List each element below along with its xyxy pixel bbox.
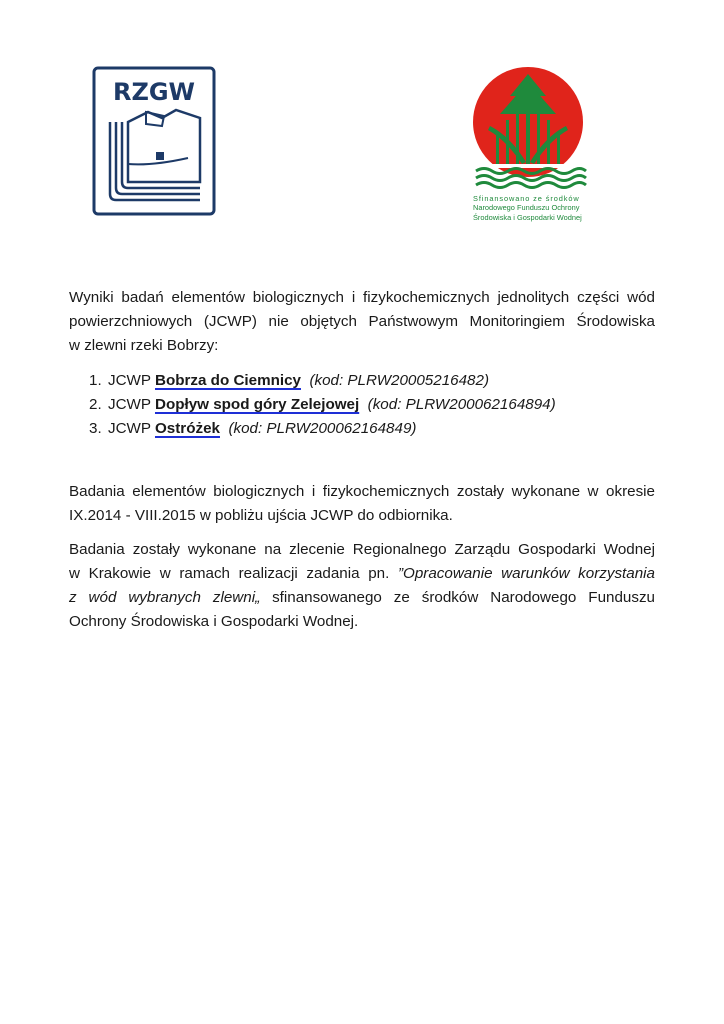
rzgw-logo-text: RZGW bbox=[112, 78, 196, 106]
funding-line: Badania zostały wykonane na zlecenie Regionalnego Zarządu Gospodarki Wodnej bbox=[69, 541, 655, 558]
list-number: 1. bbox=[89, 372, 102, 389]
nfosigw-logo bbox=[470, 66, 600, 230]
jcwp-list bbox=[69, 369, 655, 441]
document-body bbox=[69, 286, 655, 634]
intro-line: w zlewni rzeki Bobrzy: bbox=[69, 337, 219, 354]
jcwp-name-link[interactable]: Dopływ spod góry Zelejowej bbox=[154, 396, 360, 413]
funding-text: sfinansowanego ze środków Narodowego Funduszu bbox=[260, 589, 655, 606]
funding-paragraph bbox=[69, 538, 655, 634]
funding-line bbox=[69, 586, 655, 610]
list-item bbox=[69, 417, 655, 441]
funding-line bbox=[69, 562, 655, 586]
intro-line: powierzchniowych (JCWP) nie objętych Państwowym Monitoringiem Środowiska bbox=[69, 313, 655, 330]
list-number: 2. bbox=[89, 396, 102, 413]
nfosigw-caption-line: Środowiska i Gospodarki Wodnej bbox=[473, 212, 582, 222]
funding-text: w Krakowie w ramach realizacji zadania pn. bbox=[69, 565, 398, 582]
jcwp-name-link[interactable]: Ostróżek bbox=[154, 420, 220, 437]
funding-line: Ochrony Środowiska i Gospodarki Wodnej. bbox=[69, 613, 359, 630]
list-prefix: JCWP bbox=[108, 396, 155, 413]
list-number: 3. bbox=[89, 420, 102, 437]
list-prefix: JCWP bbox=[108, 372, 155, 389]
intro-paragraph bbox=[69, 286, 655, 358]
jcwp-code: (kod: PLRW200062164894) bbox=[367, 396, 556, 413]
nfosigw-caption-line: Narodowego Funduszu Ochrony bbox=[473, 203, 580, 213]
nfosigw-caption-line: Sfinansowano ze środków bbox=[473, 194, 580, 203]
intro-line: Wyniki badań elementów biologicznych i fizykochemicznych jednolitych części wód bbox=[69, 289, 655, 306]
period-line: IX.2014 - VIII.2015 w pobliżu ujścia JCWP do odbiornika. bbox=[69, 507, 453, 524]
rzgw-logo bbox=[92, 66, 220, 218]
nfosigw-caption bbox=[473, 194, 599, 222]
list-item bbox=[69, 369, 655, 393]
list-prefix: JCWP bbox=[108, 420, 155, 437]
task-title-start: ”Opracowanie warunków korzystania bbox=[397, 565, 655, 582]
task-title-end: z wód wybranych zlewni„ bbox=[69, 589, 261, 606]
jcwp-code: (kod: PLRW200062164849) bbox=[228, 420, 417, 437]
period-paragraph bbox=[69, 480, 655, 528]
period-line: Badania elementów biologicznych i fizykochemicznych zostały wykonane w okresie bbox=[69, 483, 655, 500]
jcwp-code: (kod: PLRW20005216482) bbox=[309, 372, 489, 389]
list-item bbox=[69, 393, 655, 417]
jcwp-name-link[interactable]: Bobrza do Ciemnicy bbox=[154, 372, 301, 389]
